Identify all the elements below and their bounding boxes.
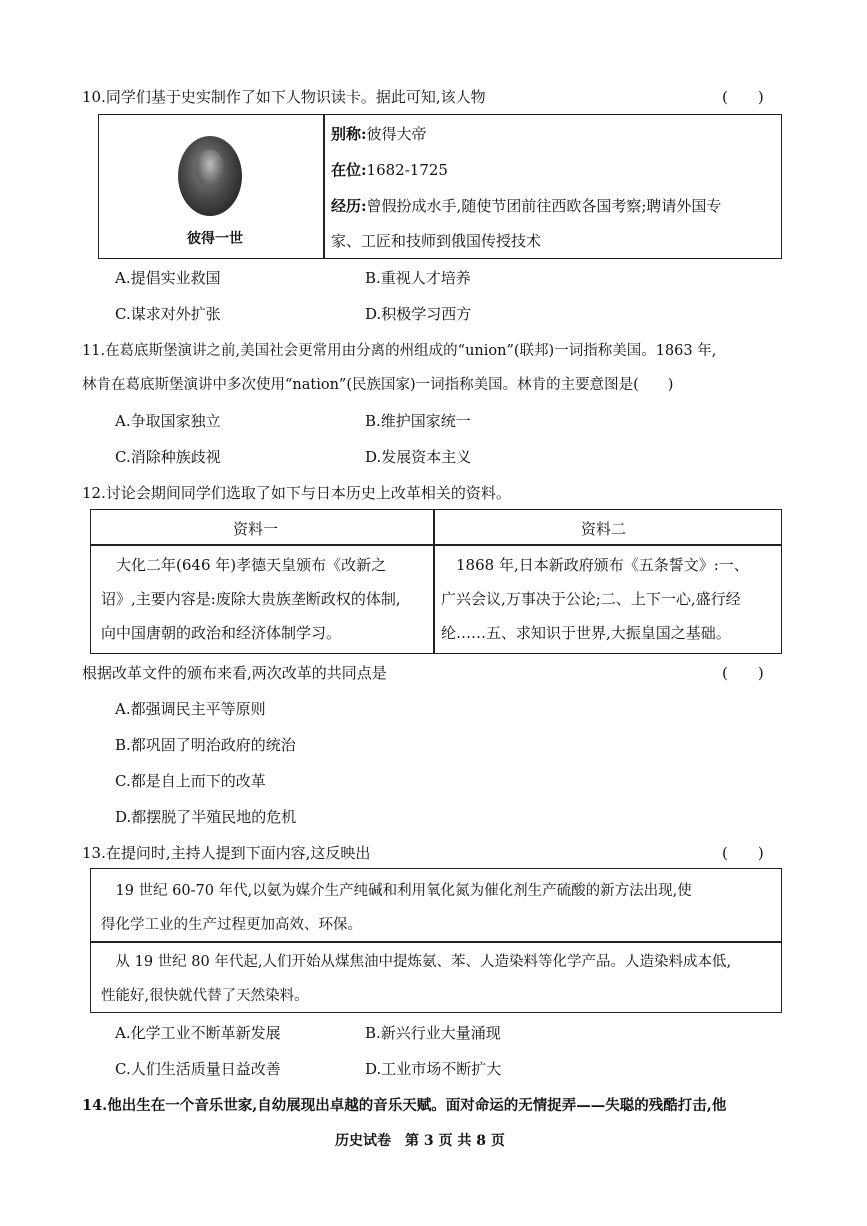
q10-card bbox=[98, 114, 782, 259]
q12-option-a[interactable]: A.都强调民主平等原则 bbox=[115, 700, 266, 718]
table-header-source2: 资料二 bbox=[581, 520, 627, 538]
q10-option-c[interactable]: C.谋求对外扩张 bbox=[115, 305, 221, 323]
q13-passage-box bbox=[90, 868, 782, 1013]
peter-portrait-image bbox=[178, 136, 242, 216]
experience-label: 经历: bbox=[331, 197, 367, 215]
q12-option-c[interactable]: C.都是自上而下的改革 bbox=[115, 772, 266, 790]
alias-label: 别称: bbox=[331, 125, 367, 143]
reign-value: 1682-1725 bbox=[366, 161, 448, 179]
experience-line2: 家、工匠和技师到俄国传授技术 bbox=[331, 232, 542, 250]
source2-line2: 广兴会议,万事决于公论;二、上下一心,盛行经 bbox=[441, 590, 741, 608]
q10-option-b[interactable]: B.重视人才培养 bbox=[365, 269, 471, 287]
q13-option-d[interactable]: D.工业市场不断扩大 bbox=[365, 1060, 502, 1078]
source1-line2: 诏》,主要内容是:废除大贵族垄断政权的体制, bbox=[101, 590, 401, 608]
passage1-line2: 得化学工业的生产过程更加高效、环保。 bbox=[101, 917, 362, 933]
passage2-line2: 性能好,很快就代替了天然染料。 bbox=[101, 988, 309, 1004]
source2-line3: 纶……五、求知识于世界,大振皇国之基础。 bbox=[441, 624, 731, 642]
q11-stem-line2: 林肯在葛底斯堡演讲中多次使用“nation”(民族国家)一词指称美国。林肯的主要意图是( ) bbox=[82, 377, 674, 393]
q13-stem: 13.在提问时,主持人提到下面内容,这反映出 bbox=[82, 844, 371, 862]
q13-option-b[interactable]: B.新兴行业大量涌现 bbox=[365, 1024, 501, 1042]
portrait-caption: 彼得一世 bbox=[187, 231, 243, 247]
table-col-divider bbox=[433, 510, 435, 653]
q13-option-c[interactable]: C.人们生活质量日益改善 bbox=[115, 1060, 281, 1078]
q12-sources-table bbox=[90, 509, 782, 654]
q14-stem-line1: 14.他出生在一个音乐世家,自幼展现出卓越的音乐天赋。面对命运的无情捉弄——失聪的残酷打击,他 bbox=[82, 1097, 727, 1114]
passage1-line1: 19 世纪 60-70 年代,以氨为媒介生产纯碱和利用氧化氮为催化剂生产硫酸的新方法出现,使 bbox=[101, 883, 692, 899]
experience-line1: 曾假扮成水手,随使节团前往西欧各国考察;聘请外国专 bbox=[366, 197, 722, 215]
q12-question: 根据改革文件的颁布来看,两次改革的共同点是 bbox=[82, 664, 387, 682]
q12-option-d[interactable]: D.都摆脱了半殖民地的危机 bbox=[115, 808, 297, 826]
source2-line1: 1868 年,日本新政府颁布《五条誓文》:一、 bbox=[441, 556, 749, 574]
passage2-line1: 从 19 世纪 80 年代起,人们开始从煤焦油中提炼氨、苯、人造染料等化学产品。人造染料成本低, bbox=[101, 954, 732, 970]
q11-option-b[interactable]: B.维护国家统一 bbox=[365, 412, 471, 430]
q10-stem: 10.同学们基于史实制作了如下人物识读卡。据此可知,该人物 bbox=[82, 88, 486, 106]
q12-option-b[interactable]: B.都巩固了明治政府的统治 bbox=[115, 736, 296, 754]
q11-option-a[interactable]: A.争取国家独立 bbox=[115, 412, 221, 430]
q11-stem-line1: 11.在葛底斯堡演讲之前,美国社会更常用由分离的州组成的“union”(联邦)一词指称美国。1863 年, bbox=[82, 343, 717, 359]
alias-value: 彼得大帝 bbox=[366, 125, 427, 143]
page-footer: 历史试卷 第 3 页 共 8 页 bbox=[335, 1133, 505, 1149]
q11-option-c[interactable]: C.消除种族歧视 bbox=[115, 448, 221, 466]
table-row-divider bbox=[91, 544, 781, 546]
source1-line3: 向中国唐朝的政治和经济体制学习。 bbox=[101, 624, 342, 642]
table-header-source1: 资料一 bbox=[233, 520, 279, 538]
reign-label: 在位: bbox=[331, 161, 367, 179]
q13-answer-bracket[interactable]: ( ) bbox=[722, 844, 764, 862]
q10-option-a[interactable]: A.提倡实业救国 bbox=[115, 269, 221, 287]
card-divider bbox=[323, 115, 325, 258]
q10-answer-bracket[interactable]: ( ) bbox=[722, 88, 764, 106]
q10-option-d[interactable]: D.积极学习西方 bbox=[365, 305, 472, 323]
q12-stem: 12.讨论会期间同学们选取了如下与日本历史上改革相关的资料。 bbox=[82, 484, 511, 502]
passage-divider bbox=[91, 941, 781, 943]
q11-option-d[interactable]: D.发展资本主义 bbox=[365, 448, 472, 466]
q13-option-a[interactable]: A.化学工业不断革新发展 bbox=[115, 1024, 281, 1042]
source1-line1: 大化二年(646 年)孝德天皇颁布《改新之 bbox=[101, 556, 387, 574]
q12-answer-bracket[interactable]: ( ) bbox=[722, 664, 764, 682]
